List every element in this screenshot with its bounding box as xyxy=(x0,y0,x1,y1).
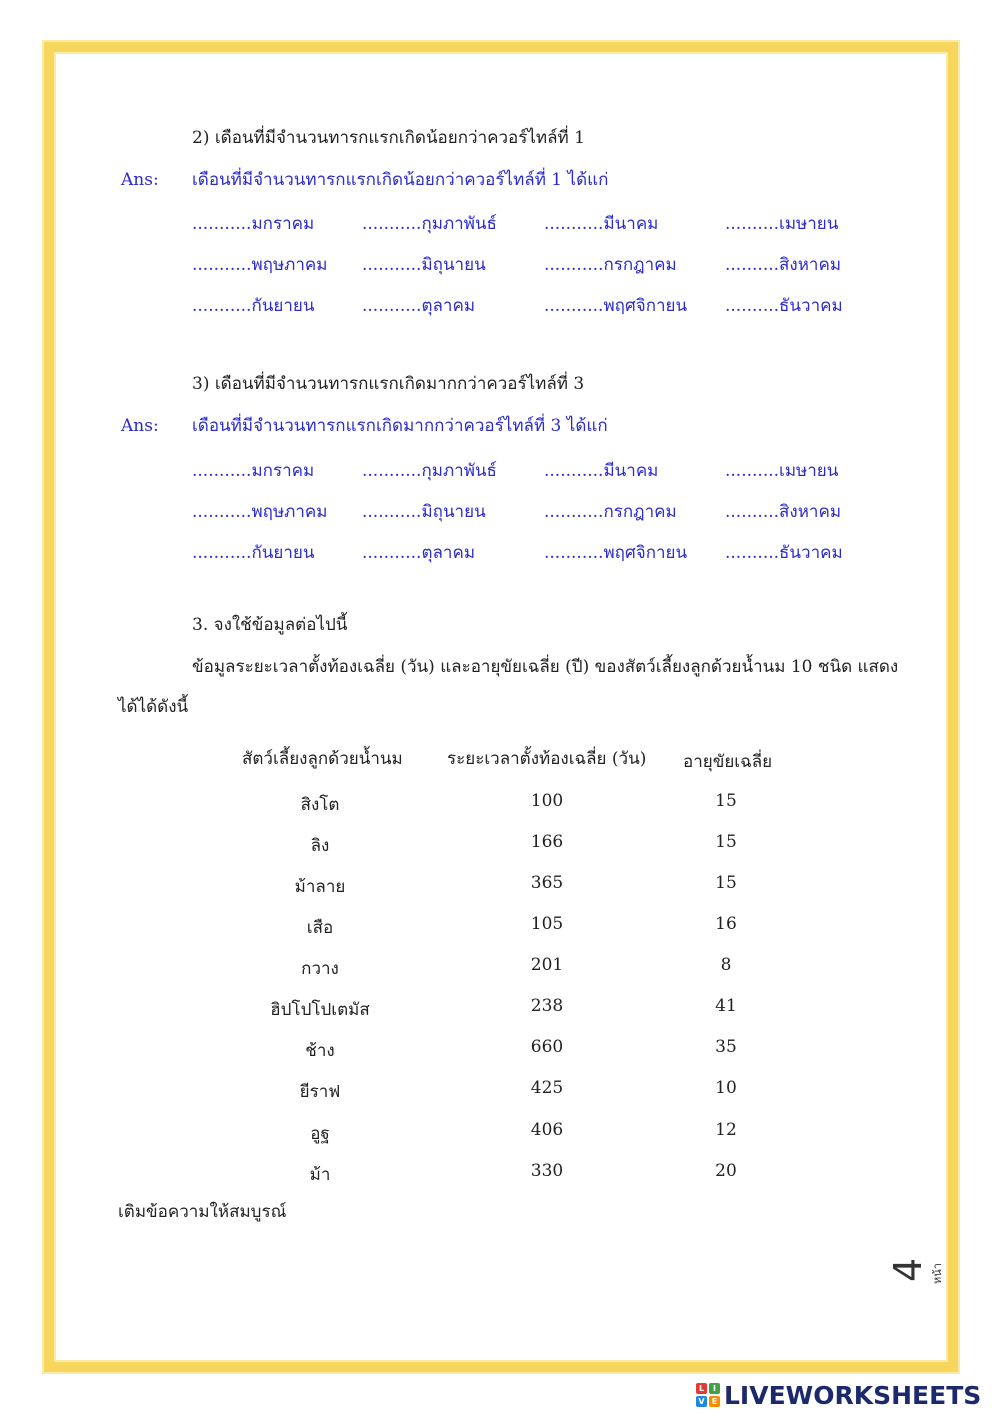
q2-month-row xyxy=(192,251,872,292)
q2-month-option[interactable]: ...........กุมภาพันธ์ xyxy=(362,214,497,234)
table-row xyxy=(0,1078,1000,1119)
table-cell-mammal: ม้าลาย xyxy=(294,877,346,897)
q3-month-option[interactable]: ...........กุมภาพันธ์ xyxy=(362,461,497,481)
q3-month-option[interactable]: ..........เมษายน xyxy=(725,461,839,481)
q3-month-option[interactable]: ...........มีนาคม xyxy=(544,461,659,481)
q3-question: 3) เดือนที่มีจำนวนทารกแรกเกิดมากกว่าควอร์ไทล์ที่ 3 xyxy=(192,374,585,394)
table-cell-lifespan: 10 xyxy=(715,1078,737,1098)
q2-month-option[interactable]: ...........มีนาคม xyxy=(544,214,659,234)
section3-intro-line1: ข้อมูลระยะเวลาตั้งท้องเฉลี่ย (วัน) และอายุขัยเฉลี่ย (ปี) ของสัตว์เลี้ยงลูกด้วยน้ำนม 10 ชนิด แสดง xyxy=(192,657,899,677)
table-row xyxy=(0,996,1000,1037)
q3-ans-label: Ans: xyxy=(121,416,159,436)
table-row xyxy=(0,1037,1000,1078)
q2-month-grid xyxy=(192,210,872,333)
table-row xyxy=(0,791,1000,832)
table-row xyxy=(0,832,1000,873)
section3-heading: 3. จงใช้ข้อมูลต่อไปนี้ xyxy=(192,615,348,635)
table-header-lifespan: อายุขัยเฉลี่ย xyxy=(683,752,773,772)
q2-answer: เดือนที่มีจำนวนทารกแรกเกิดน้อยกว่าควอร์ไทล์ที่ 1 ได้แก่ xyxy=(192,170,609,190)
table-cell-gestation: 238 xyxy=(530,996,564,1016)
table-cell-gestation: 100 xyxy=(530,791,564,811)
q2-month-option[interactable]: ..........สิงหาคม xyxy=(725,255,842,275)
liveworksheets-logo-icon xyxy=(696,1383,720,1407)
q3-month-option[interactable]: ...........พฤษภาคม xyxy=(192,502,328,522)
table-cell-mammal: เสือ xyxy=(306,918,334,938)
q3-month-option[interactable]: ..........สิงหาคม xyxy=(725,502,842,522)
q3-answer: เดือนที่มีจำนวนทารกแรกเกิดมากกว่าควอร์ไทล์ที่ 3 ได้แก่ xyxy=(192,416,608,436)
table-cell-mammal: กวาง xyxy=(301,959,339,979)
q2-month-option[interactable]: ...........กันยายน xyxy=(192,296,315,316)
table-cell-mammal: ช้าง xyxy=(305,1041,335,1061)
table-cell-lifespan: 41 xyxy=(715,996,737,1016)
table-row xyxy=(0,1161,1000,1202)
table-cell-gestation: 201 xyxy=(530,955,564,975)
logo-letter: E xyxy=(709,1396,720,1407)
table-cell-lifespan: 15 xyxy=(715,791,737,811)
q2-month-option[interactable]: ...........มิถุนายน xyxy=(362,255,486,275)
q2-ans-label: Ans: xyxy=(121,170,159,190)
q2-month-option[interactable]: ...........ตุลาคม xyxy=(362,296,476,316)
table-cell-gestation: 330 xyxy=(530,1161,564,1181)
q2-month-row xyxy=(192,292,872,333)
fill-prompt: เติมข้อความให้สมบูรณ์ xyxy=(118,1202,287,1222)
table-cell-gestation: 166 xyxy=(530,832,564,852)
q2-question: 2) เดือนที่มีจำนวนทารกแรกเกิดน้อยกว่าควอร์ไทล์ที่ 1 xyxy=(192,128,585,148)
logo-letter: V xyxy=(696,1396,707,1407)
liveworksheets-wordmark: LIVEWORKSHEETS xyxy=(724,1380,982,1410)
table-cell-lifespan: 20 xyxy=(715,1161,737,1181)
section3-intro-line2: ได้ได้ดังนี้ xyxy=(118,697,189,717)
q3-month-row xyxy=(192,498,872,539)
table-cell-mammal: ยีราฟ xyxy=(299,1082,341,1102)
table-row xyxy=(0,955,1000,996)
table-cell-lifespan: 15 xyxy=(715,832,737,852)
q3-month-row xyxy=(192,457,872,498)
table-row xyxy=(0,1120,1000,1161)
table-row xyxy=(0,873,1000,914)
q2-month-option[interactable]: ..........ธันวาคม xyxy=(725,296,843,316)
q3-month-option[interactable]: ...........มกราคม xyxy=(192,461,315,481)
table-cell-lifespan: 15 xyxy=(715,873,737,893)
q2-month-option[interactable]: ...........กรกฎาคม xyxy=(544,255,677,275)
page-number xyxy=(884,1230,944,1290)
table-header-mammal: สัตว์เลี้ยงลูกด้วยน้ำนม xyxy=(242,749,403,769)
q3-month-option[interactable]: ...........มิถุนายน xyxy=(362,502,486,522)
q3-month-option[interactable]: ..........ธันวาคม xyxy=(725,543,843,563)
q2-month-option[interactable]: ...........พฤษภาคม xyxy=(192,255,328,275)
table-cell-gestation: 406 xyxy=(530,1120,564,1140)
q3-month-option[interactable]: ...........กรกฎาคม xyxy=(544,502,677,522)
table-cell-mammal: สิงโต xyxy=(300,795,340,815)
table-cell-lifespan: 35 xyxy=(715,1037,737,1057)
logo-letter: I xyxy=(709,1383,720,1394)
q3-month-grid xyxy=(192,457,872,580)
q2-month-option[interactable]: ...........พฤศจิกายน xyxy=(544,296,688,316)
q3-month-row xyxy=(192,539,872,580)
table-cell-mammal: ลิง xyxy=(310,836,330,856)
liveworksheets-logo xyxy=(696,1380,981,1410)
table-cell-lifespan: 16 xyxy=(715,914,737,934)
table-row xyxy=(0,914,1000,955)
page-number-value: 4 xyxy=(886,1257,930,1282)
q2-month-row xyxy=(192,210,872,251)
table-cell-gestation: 660 xyxy=(530,1037,564,1057)
table-cell-gestation: 105 xyxy=(530,914,564,934)
page-number-label: หน้า xyxy=(931,1263,944,1284)
table-cell-lifespan: 12 xyxy=(715,1120,737,1140)
table-cell-lifespan: 8 xyxy=(720,955,732,975)
table-cell-mammal: ฮิปโปโปเตมัส xyxy=(270,1000,370,1020)
table-cell-mammal: อูฐ xyxy=(310,1124,330,1144)
table-header-gestation: ระยะเวลาตั้งท้องเฉลี่ย (วัน) xyxy=(447,749,647,769)
q3-month-option[interactable]: ...........พฤศจิกายน xyxy=(544,543,688,563)
q3-month-option[interactable]: ...........ตุลาคม xyxy=(362,543,476,563)
q2-month-option[interactable]: ..........เมษายน xyxy=(725,214,839,234)
table-cell-gestation: 425 xyxy=(530,1078,564,1098)
table-cell-gestation: 365 xyxy=(530,873,564,893)
logo-letter: L xyxy=(696,1383,707,1394)
q2-month-option[interactable]: ...........มกราคม xyxy=(192,214,315,234)
q3-month-option[interactable]: ...........กันยายน xyxy=(192,543,315,563)
table-cell-mammal: ม้า xyxy=(309,1165,331,1185)
